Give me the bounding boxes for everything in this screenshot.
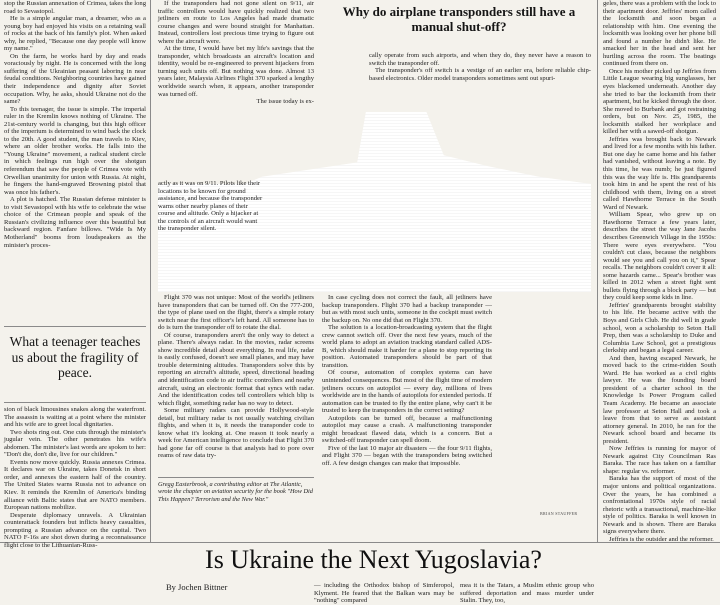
transponder-wrap-right [484, 180, 591, 292]
newark-article-column [603, 0, 716, 600]
article-paragraph: At the time, I would have bet my life's savings that the transponder, which broadcasts an aircraft's location and identity, would be re-engineered to prevent hijackers from turning such units off. But nothing was done. Almost 13 years later, Malaysia Airlines Flight 370 sparked a lengthy worldwide search when, it appears, another transponder was turned off. [158, 45, 314, 98]
byline: By Jochen Bittner [166, 582, 228, 592]
ukraine-article-column-top [4, 0, 146, 316]
transponder-article-column-top [158, 0, 314, 112]
article-paragraph: Now Jeffries is running for mayor of Newark against City Councilman Ras Baraka. The race has taken on a familiar shape: regular vs. reformer. [603, 445, 716, 475]
article-paragraph: Five of the last 10 major air disasters — the four 9/11 flights, and Flight 370 — began with the transponders being switched off. A few design changes can make that impossible. [322, 444, 492, 468]
article-paragraph: Events now move quickly. Russia annexes Crimea. It declares war on Ukraine, takes Donetsk in short order, and annexes the eastern half of the country. The United States warns Russia not to advance on Kiev. It reminds the Kremlin of America's binding alliance with Baltic states that are NATO members. European nations mobilize. [4, 458, 146, 512]
article-paragraph: Jeffries' grandparents brought stability to his life. He became active with the Boys and Girls Club. He did well in grade school, won a scholarship to Seton Hall Prep, then was a scholarship to Duke and Columbia Law School, got a prestigious clerkship and began a legal career. [603, 301, 716, 355]
article-paragraph: Once his mother picked up Jeffries from Little League wearing big sunglasses, her eyes blackened underneath. Another day she tried to bar the locksmith from their apartment, but he kicked through the door. She moved to Burbank and got restraining orders, but on Nov. 25, 1985, the locksmith stalked her workplace and killed her with a sawed-off shotgun. [603, 67, 716, 136]
pull-quote-rule [4, 402, 146, 403]
article-paragraph: To this teenager, the issue is simple. The imperial ruler in the Kremlin knows nothing of Ukraine. The 21st-century world is changing, but this high officer of the imperium is determined to wind back the clock to the 20th. A good student, the man travels to Kiev, where an older brother works. He falls into the "Young Ukraine" movement, a radical student circle in which feelings run high over the shotgun referendum that saw the people of Crimea vote with Orwellian unanimity for union with Russia. At night, he fingers the hand-engraved Browning pistol that was once his father's. [4, 105, 146, 196]
article-paragraph: On the farm, he works hard by day and reads voraciously by night. He is concerned with the long suffering of the Ukrainian peasant laboring in near feudal conditions. Neighboring countries have gained their independence and dignity after Soviet occupation. Why, he asks, should Ukraine not do the same? [4, 52, 146, 106]
article-paragraph: Baraka has the support of most of the major unions and political organizations. Over the years, he has combined a confrontational 1970s style of racial rhetoric with a transactional, machine-like style of politics. Baraka is well known in Newark and is shown. There are Baraka signs everywhere there. [603, 475, 716, 536]
credit-rule [158, 477, 314, 478]
article-paragraph: The issue today is ex- [256, 98, 314, 106]
column-rule [597, 0, 598, 542]
article-paragraph: In case cycling does not correct the fault, all jetliners have backup transponders. Flight 370 had a backup transponder — but as with most such units, someone in the cockpit must switch the backup on. No one did that on Flight 370. [322, 294, 492, 324]
article-paragraph: Flight 370 was not unique: Most of the world's jetliners have transponders that can be turned off. On the 777-200, the type of plane used on the flight, there's a simple rotary switch near the first officer's left hand. All someone has to do is turn the transponder off to rotate the dial. [158, 294, 314, 332]
transponder-wrap-left: actly as it was on 9/11. Pilots like their locations to be known for ground assistance, and because the transponder warns other nearby planes of their course and altitude. Only a hijacker at the controls of an aircraft would want the transponder silent. [158, 180, 263, 233]
article-paragraph: If the transponders had not gone silent on 9/11, air traffic controllers would have quickly realized that two jetliners en route to Los Angeles had made dramatic course changes and were bound straight for Manhattan. Instead, controllers lost precious time trying to figure out where the aircraft were. [158, 0, 314, 45]
article-paragraph: Autopilots can be turned off, because a malfunctioning autopilot may cause a crash. A malfunctioning transponder might broadcast flawed data, which is a concern. But a switched-off transponder can spell doom. [322, 414, 492, 445]
author-credit: Gregg Easterbrook, a contributing editor at The Atlantic, wrote the chapter on aviation security for the book "How Did This Happen? Terrorism and the New War." [158, 481, 313, 503]
article-paragraph: The transponder's off switch is a vestige of an earlier era, before reliable chip-based electronics. Older model transponders sometimes sent out spuri- [369, 67, 591, 82]
transponder-article-column-bottom [158, 294, 314, 470]
article-paragraph: The solution is a location-broadcasting system that the flight crew cannot switch off. Over the next few years, much of the world plans to adopt an aviation tracking standard called ADS-B, which should make it harder for a plane to stop reporting its position. Automated transponders should be part of that transition. [322, 324, 492, 369]
illustration-credit: BRIAN STAUFFER [540, 511, 578, 516]
article-paragraph: He is a simple angular man, a dreamer, who as a young boy had enjoyed his visits on a retaining wall of rocks at the back of his family's plot. When asked why, he replied, "Because one day people will know my name." [4, 15, 146, 53]
pull-quote-rule [4, 326, 146, 327]
yugoslavia-headline: Is Ukraine the Next Yugoslavia? [205, 545, 542, 574]
yugoslavia-article-column-3: mea it is the Tatars, a Muslim ethnic group who suffered deportation and mass murder under Stalin. They, too, [460, 582, 594, 605]
article-paragraph: Jeffries is the outsider and the reformer. [609, 535, 714, 543]
article-paragraph: William Spear, who grew up on Hawthorne Terrace a few years later, describes the street the way Jane Jacobs describes Greenwich Village in the 1950s: There were eyes everywhere. "You couldn't cut class, because the neighbors would see you and call you on it," Spear recalls. The neighbors couldn't cover it all: some hazards came... Spear's brother was killed in 2012 when a street fight sent bullets flying through a block party — but they could keep some kids in line. [603, 211, 716, 302]
transponder-headline: Why do airplane transponders still have a manual shut-off? [342, 4, 576, 34]
article-paragraph: Some military radars can provide Hollywood-style detail, but military radar is not usually watching civilian flights, and when it is, it needs the transponder code to know what it's looking at. One reason it took nearly a week for American intelligence to conclude that Flight 370 had gone far off course is that analysts had to pore over reams of raw data try- [158, 407, 314, 460]
transponder-article-column-right-bottom [322, 294, 492, 508]
article-paragraph: And then, having escaped Newark, he moved back to the crime-ridden South Ward. He has worked as a civil rights lawyer. He was the founding board president of a charter school in the Knowledge Is Power Program called Team Academy. He became an associate law professor at Seton Hall and took a leave from that to serve as assistant attorney general. In 2010, he ran for the Newark school board and became its president. [603, 354, 716, 445]
yugoslavia-article-column-2: — including the Orthodox bishop of Simferopol, Klyment. He feared that the Balkan wars may be "nothing" compared [314, 582, 454, 605]
article-paragraph: cally operate from such airports, and when they do, they never have a reason to switch the transponder off. [369, 52, 591, 67]
article-paragraph: stop the Russian annexation of Crimea, takes the long road to Sevastopol. [4, 0, 146, 15]
ukraine-article-column-bottom [4, 406, 146, 549]
column-rule [150, 0, 151, 542]
pull-quote: What a teenager teaches us about the fragility of peace. [9, 334, 141, 380]
article-paragraph: A plot is hatched. The Russian defense minister is to visit Sevastopol with his wife to celebrate the wise choice of the Crimean people and speak of the Russian's civilizing influence over this beautiful but backward region. Fanfare billows. "Wide Is My Motherland" booms from loudspeakers as the minister's proces- [4, 196, 146, 249]
article-paragraph: sion of black limousines snakes along the waterfront. The assassin is waiting at a point where the minister and his wife are to greet local dignitaries. [4, 406, 146, 429]
article-paragraph: Two shots ring out. One cuts through the minister's jugular vein. The other penetrates his wife's abdomen. The minister's last words are spoken to her: "Don't die, don't die, live for our children." [4, 428, 146, 459]
article-paragraph: Desperate diplomacy unravels. A Ukrainian counterattack founders but inflicts heavy casualties, prompting a Russian advance on the capital. Two NATO F-16s are shot down during a reconnaissance flight close to the Lithuanian-Russ- [4, 511, 146, 549]
article-paragraph: Jeffries was brought back to Newark and lived for a few months with his father. But one day he came home and his father had vanished, without leaving a note. By this time, he was numb; he just figured this was the way life is. His grandparents took him in and he spent the rest of his childhood with them, living on a street called Hawthorne Terrace in the South Ward of Newark. [603, 135, 716, 211]
article-paragraph: geles, there was a problem with the lock to their apartment door. Jeffries' mom called the locksmith and soon began a relationship with him. One evening the locksmith was looking over her phone bill and found a number he didn't like. He smacked her in the head and sent her hurtling across the room. The beatings continued from there on. [603, 0, 716, 68]
article-paragraph: Of course, transponders aren't the only way to detect a plane. There's always radar. In the movies, radar screens show incredible detail about everything. In real life, radar is easily confused, doesn't see small planes, and may have trouble determining altitudes. Transponders solve this by reporting an aircraft's altitude, speed, directional heading and identification code to air traffic controllers and nearby aircraft, using an electronic format that syncs with radar. And the identification codes tell controllers which blip is which flight, something radar has no way to detect. [158, 331, 314, 407]
article-paragraph: Of course, automation of complex systems can have unintended consequences. But most of the flight time of modern jetliners occurs on autopilot — every day, millions of lives worldwide are in the hands of autopilots for extended periods. If automation can be trusted to fly the entire plane, why can't it be trusted to keep the transponders in the correct setting? [322, 369, 492, 415]
